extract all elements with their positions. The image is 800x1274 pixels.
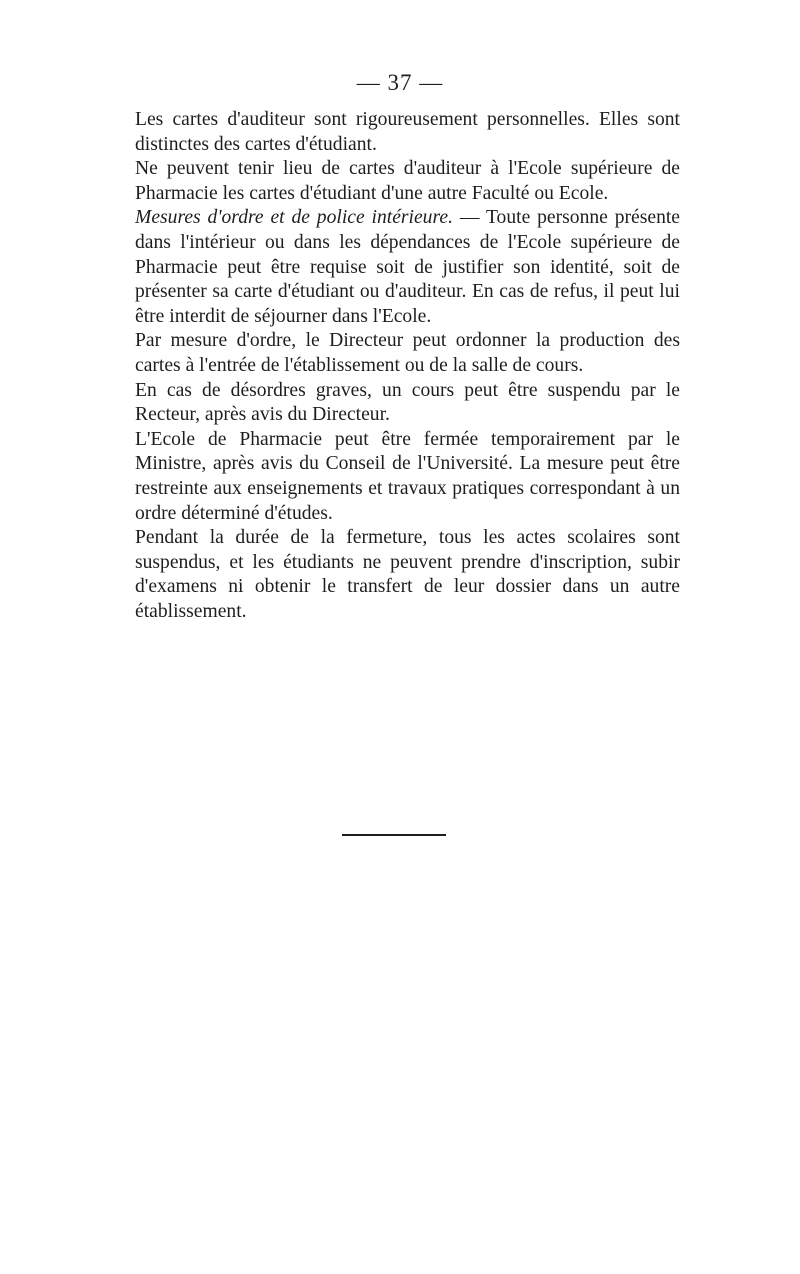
paragraph-auditor-cards: Les cartes d'auditeur sont rigoureusement personnelles. Elles sont distinctes des cartes d'étudiant. [135,109,680,155]
paragraph-card-equivalence: Ne peuvent tenir lieu de cartes d'auditeur à l'Ecole supérieure de Pharmacie les cartes d'étudiant d'une autre Faculté ou Ecole. [135,158,680,204]
section-heading: Mesures d'ordre et de police intérieure. [135,207,453,229]
paragraph-closure-effects: Pendant la durée de la fermeture, tous les actes scolaires sont suspendus, et les étudiants ne peuvent prendre d'inscription, subir d'examens ni obtenir le transfert de leur dossier dans un autre établissement. [135,527,680,622]
paragraph-course-suspension: En cas de désordres graves, un cours peut être suspendu par le Recteur, après avis du Directeur. [135,379,680,426]
paragraph-card-production: Par mesure d'ordre, le Directeur peut ordonner la production des cartes à l'entrée de l'établissement ou de la salle de cours. [135,330,680,376]
body-text [135,108,680,624]
paragraph-internal-police-text: — Toute personne présente dans l'intérieur ou dans les dépendances de l'Ecole supérieure de Pharmacie peut être requise soit de justifier son identité, soit de présenter sa carte d'étudiant ou d'auditeur. En cas de refus, il peut lui être interdit de séjourner dans l'Ecole. [135,207,681,327]
paragraph-internal-police [135,206,680,329]
page-number: — 37 — [356,70,444,95]
paragraph-school-closure: L'Ecole de Pharmacie peut être fermée temporairement par le Ministre, après avis du Conseil de l'Université. La mesure peut être restreinte aux enseignements et travaux pratiques correspondant à un ordre déterminé d'études. [135,428,680,524]
end-rule [342,834,446,836]
